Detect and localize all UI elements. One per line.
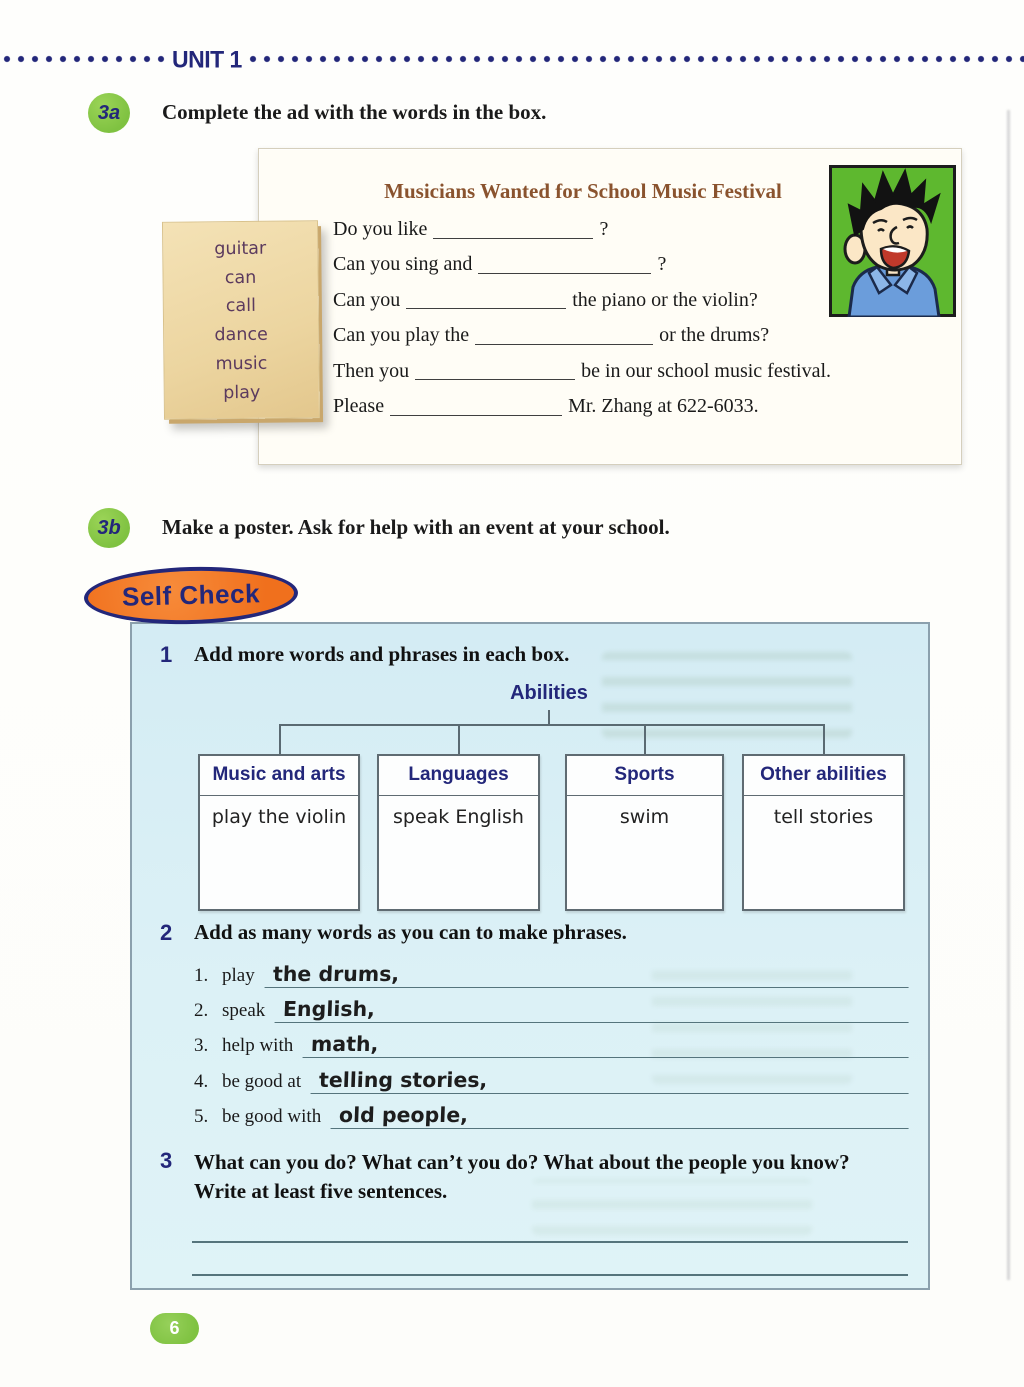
phrase-number: 4. bbox=[194, 1071, 209, 1092]
ad-line-post: ? bbox=[657, 253, 667, 276]
phrase-number: 3. bbox=[194, 1035, 209, 1056]
category-title: Sports bbox=[567, 756, 722, 796]
ad-line bbox=[333, 354, 961, 389]
category-title: Music and arts bbox=[200, 756, 358, 796]
category-example: play the violin bbox=[211, 806, 347, 828]
ad-line-pre: Can you bbox=[333, 288, 401, 311]
self-check-label: Self Check bbox=[121, 578, 261, 612]
ad-line-post: ? bbox=[599, 218, 609, 240]
phrase-row bbox=[194, 962, 909, 996]
word-item: call bbox=[225, 296, 256, 317]
ad-fill-blank bbox=[390, 396, 562, 416]
ad-fill-blank bbox=[475, 325, 653, 345]
ad-line-pre: Do you like bbox=[333, 218, 428, 240]
ad-fill-blank bbox=[415, 360, 575, 380]
phrase-row bbox=[194, 1068, 909, 1102]
word-item: music bbox=[215, 353, 268, 375]
diagram-connector-stub bbox=[823, 724, 825, 754]
unit-label: UNIT 1 bbox=[172, 44, 242, 73]
phrase-row bbox=[194, 997, 909, 1031]
word-item: play bbox=[223, 382, 261, 403]
writing-line bbox=[192, 1241, 908, 1243]
writing-line bbox=[192, 1274, 908, 1276]
phrase-number: 1. bbox=[194, 965, 209, 986]
task2-instruction: Add as many words as you can to make phrases. bbox=[194, 920, 627, 944]
diagram-connector-stub bbox=[458, 724, 460, 754]
task3-instruction: What can you do? What can’t you do? What about the people you know? Write at least five sentences. bbox=[194, 1150, 850, 1203]
scan-edge-artifact bbox=[1007, 110, 1010, 1280]
self-check-panel bbox=[130, 622, 930, 1290]
task2-number: 2 bbox=[160, 920, 173, 945]
section-3b-heading bbox=[88, 508, 670, 548]
phrase-printed: be good with bbox=[222, 1106, 322, 1127]
phrase-written-answer: old people, bbox=[331, 1103, 910, 1129]
category-box-sports bbox=[565, 754, 724, 911]
activity-3b-instruction: Make a poster. Ask for help with an event at your school. bbox=[162, 515, 670, 539]
category-box-music-and-arts bbox=[198, 754, 360, 911]
category-box-languages bbox=[377, 754, 540, 911]
ad-line-pre: Then you bbox=[333, 359, 410, 382]
diagram-connector-root bbox=[548, 710, 550, 725]
category-example: tell stories bbox=[773, 806, 874, 828]
ad-fill-blank bbox=[433, 219, 593, 239]
diagram-connector-stub bbox=[644, 724, 646, 754]
phrase-printed: be good at bbox=[222, 1071, 302, 1092]
phrase-printed: speak bbox=[222, 1000, 266, 1021]
activity-badge-3b: 3b bbox=[88, 508, 130, 548]
category-title: Other abilities bbox=[744, 756, 903, 796]
ad-line-post: be in our school music festival. bbox=[581, 359, 832, 382]
phrase-number: 2. bbox=[194, 1000, 209, 1021]
task1-instruction: Add more words and phrases in each box. bbox=[194, 642, 570, 666]
phrase-written-answer: English, bbox=[275, 997, 910, 1023]
ad-line bbox=[333, 389, 961, 424]
diagram-connector-stub bbox=[279, 724, 281, 754]
abilities-root-label: Abilities bbox=[510, 682, 588, 704]
phrase-written-answer: telling stories, bbox=[311, 1068, 910, 1094]
phrase-printed: help with bbox=[222, 1035, 294, 1056]
activity-3a-instruction: Complete the ad with the words in the box. bbox=[162, 100, 547, 124]
category-box-other-abilities bbox=[742, 754, 905, 911]
page-number-badge: 6 bbox=[150, 1313, 199, 1344]
category-title: Languages bbox=[379, 756, 538, 796]
word-item: dance bbox=[214, 324, 268, 346]
ad-line-pre: Please bbox=[333, 395, 385, 418]
boy-singing-illustration bbox=[829, 165, 956, 317]
ad-line-pre: Can you sing and bbox=[333, 253, 473, 276]
ad-fill-blank bbox=[406, 289, 566, 309]
unit-dots-left bbox=[0, 53, 168, 65]
diagram-connector-horizontal bbox=[279, 724, 825, 726]
self-check-badge bbox=[83, 564, 298, 627]
word-box-note bbox=[162, 220, 320, 420]
word-item: guitar bbox=[214, 238, 267, 260]
phrase-row bbox=[194, 1032, 909, 1066]
music-festival-ad-card bbox=[258, 148, 962, 465]
category-example: speak English bbox=[393, 806, 524, 828]
ad-line bbox=[333, 318, 961, 353]
ad-line-post: Mr. Zhang at 622-6033. bbox=[568, 395, 759, 418]
phrase-number: 5. bbox=[194, 1106, 209, 1127]
activity-badge-3a: 3a bbox=[88, 93, 130, 133]
phrase-written-answer: math, bbox=[303, 1032, 910, 1058]
phrase-printed: play bbox=[222, 965, 255, 986]
task1-number: 1 bbox=[160, 642, 173, 667]
category-example: swim bbox=[619, 806, 670, 828]
ad-line-post: or the drums? bbox=[659, 324, 770, 347]
ad-title: Musicians Wanted for School Music Festival bbox=[384, 179, 782, 203]
ad-line-post: the piano or the violin? bbox=[572, 288, 758, 311]
unit-divider bbox=[0, 44, 1024, 73]
ad-fill-blank bbox=[478, 254, 651, 274]
task3-number: 3 bbox=[160, 1148, 173, 1173]
phrase-row bbox=[194, 1103, 909, 1137]
unit-dots-right bbox=[246, 53, 1024, 65]
phrase-written-answer: the drums, bbox=[264, 962, 909, 988]
section-3a-heading bbox=[88, 93, 546, 133]
word-item: can bbox=[224, 267, 257, 288]
ad-line-pre: Can you play the bbox=[333, 324, 470, 347]
